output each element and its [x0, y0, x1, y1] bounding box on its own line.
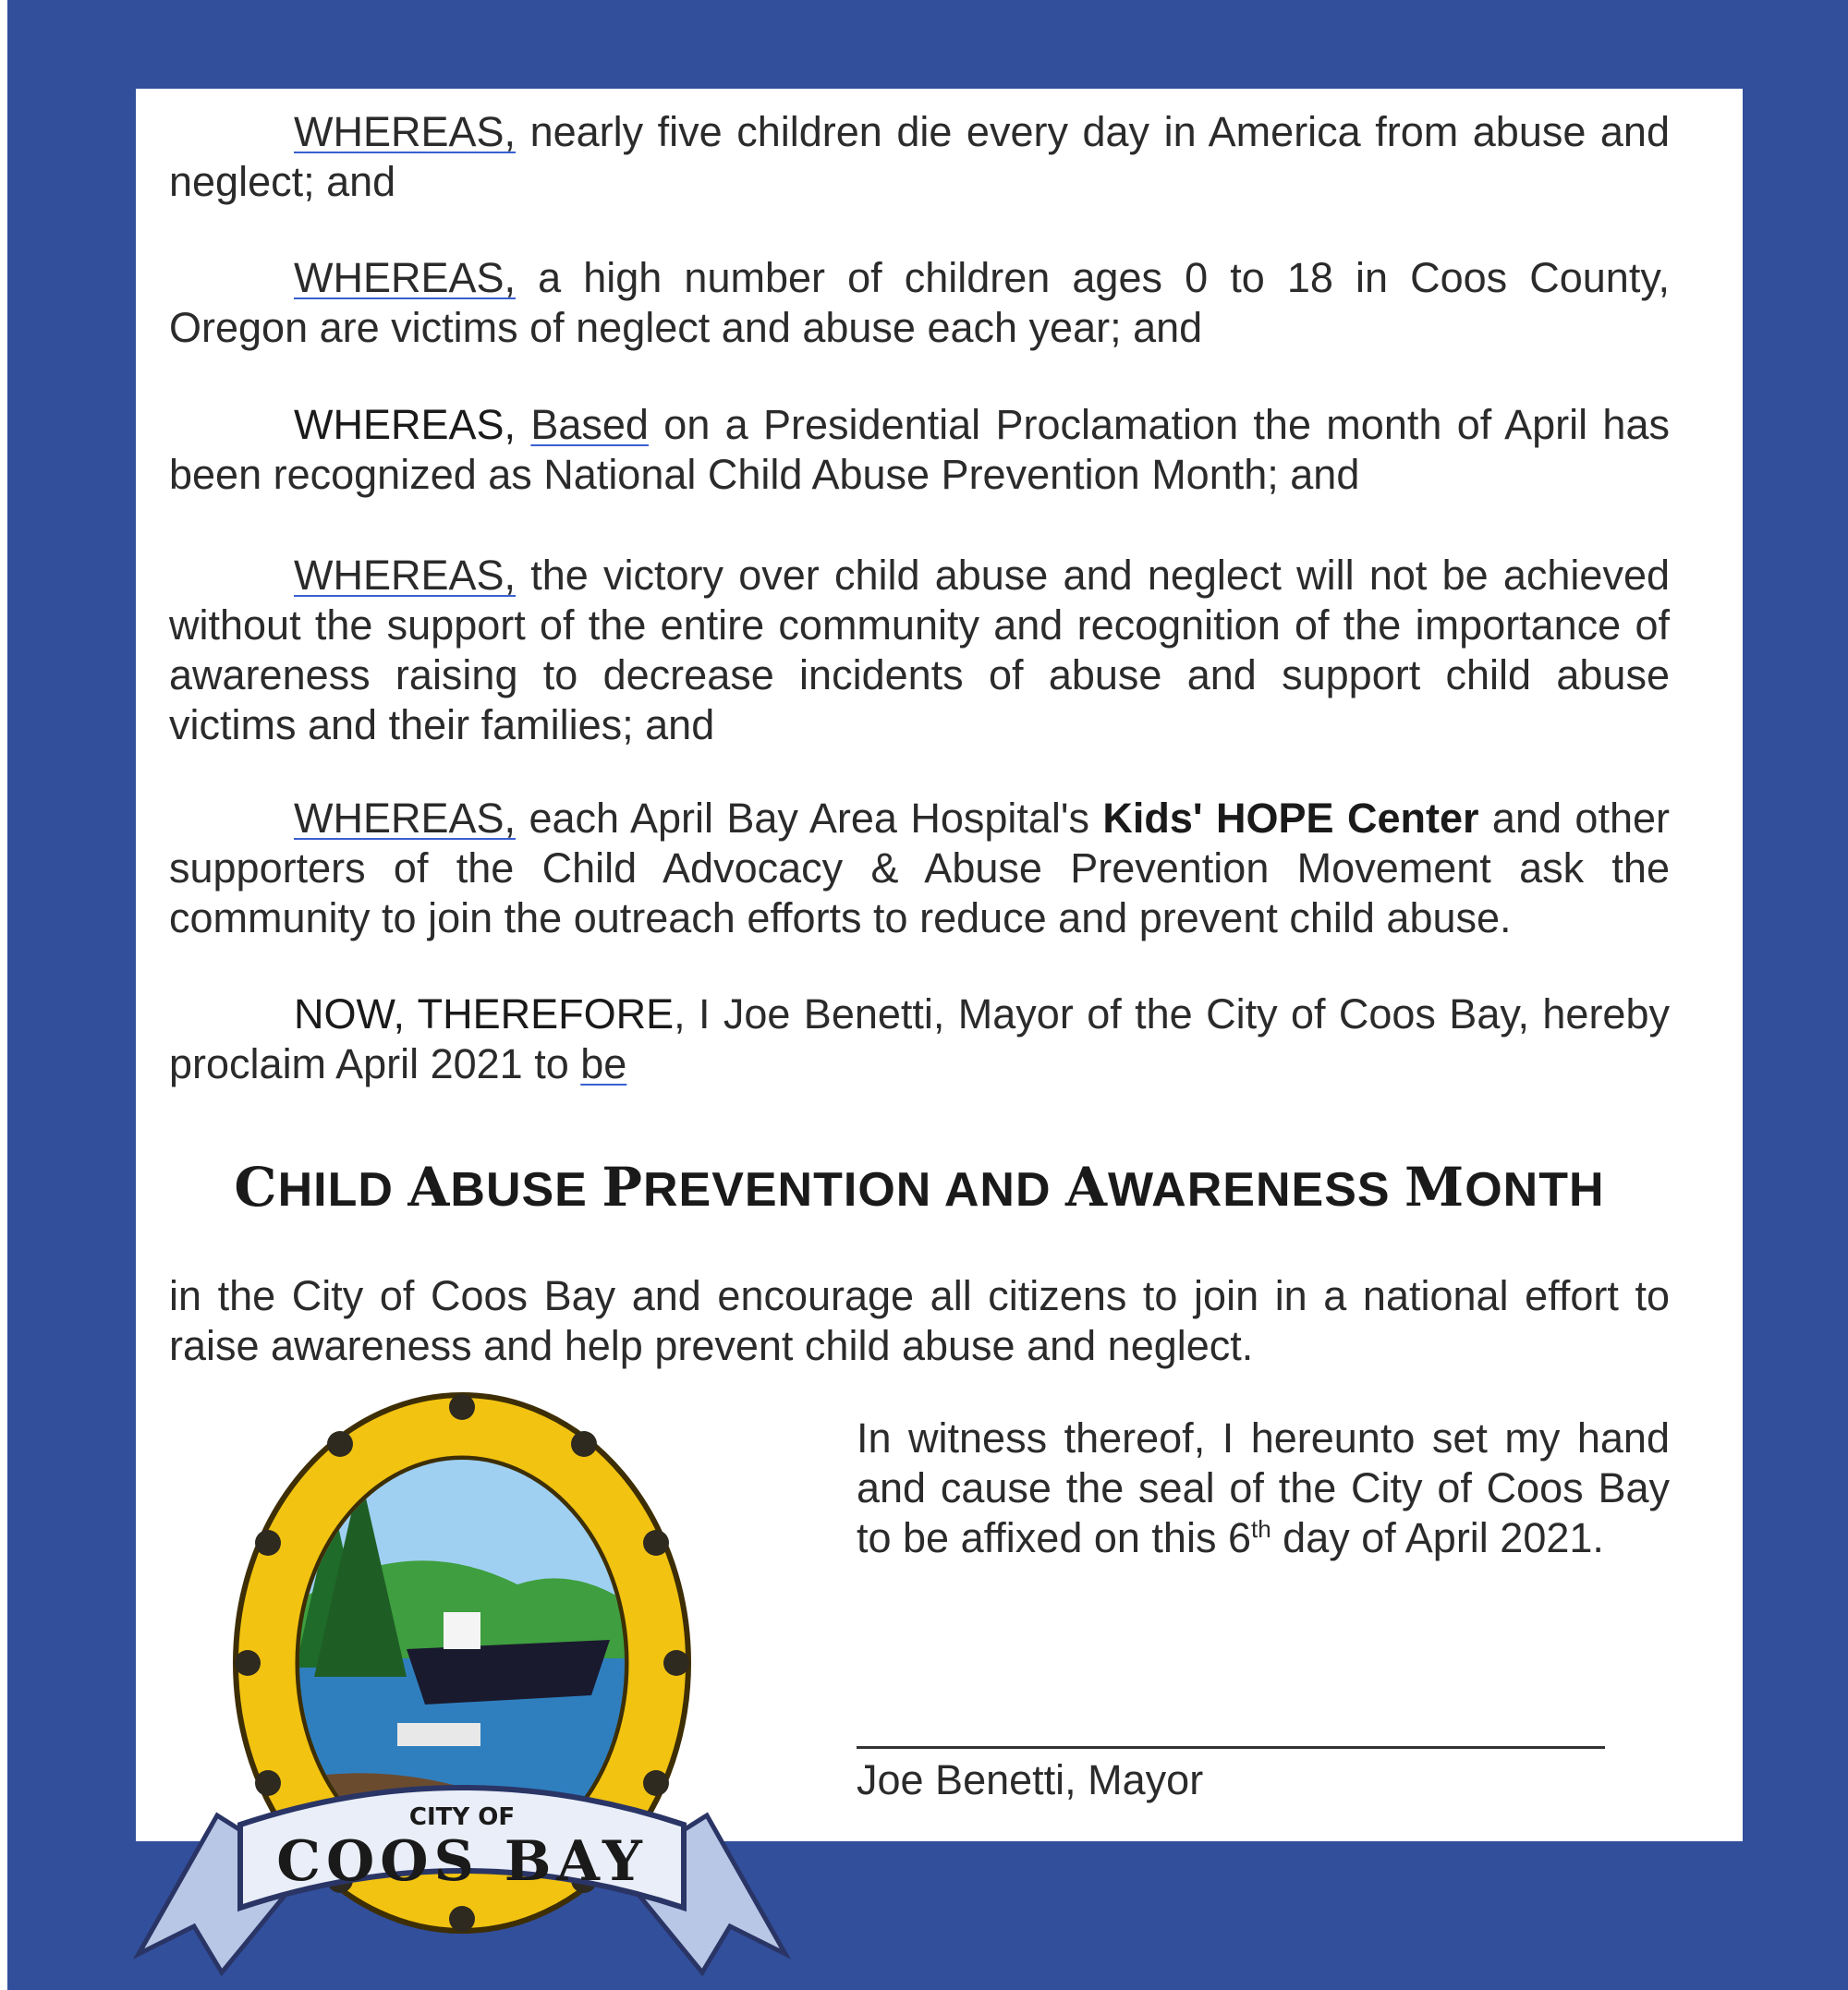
- witness-text-b: day of April 2021.: [1270, 1514, 1604, 1561]
- whereas-paragraph-3: [169, 400, 1670, 500]
- whereas-lead-2: WHEREAS,: [294, 254, 517, 301]
- paragraph-text-1: nearly five children die every day in America from abuse and neglect; and: [169, 108, 1670, 205]
- paragraph-text-5a: each April Bay Area Hospital's: [516, 795, 1103, 842]
- paragraph-text-3: on a Presidential Proclamation the month of April has been recognized as National Child Abuse Prevention Month; and: [169, 401, 1670, 498]
- whereas-paragraph-5: [169, 794, 1670, 943]
- paragraph-text-2: a high number of children ages 0 to 18 in Coos County, Oregon are victims of neglect and abuse each year; and: [169, 254, 1670, 351]
- closing-paragraph: in the City of Coos Bay and encourage all citizens to join in a national effort to raise awareness and help prevent child abuse and neglect.: [169, 1272, 1670, 1369]
- title-cap-a2: A: [1064, 1156, 1108, 1219]
- paragraph-text-4: the victory over child abuse and neglect will not be achieved without the support of the entire community and recognition of the importance of awareness raising to decrease incidents of abuse and support child abuse victims and their families; and: [169, 552, 1670, 748]
- now-lead: NOW,: [294, 990, 405, 1037]
- title-cap-m: M: [1404, 1156, 1465, 1219]
- kids-hope-center: Kids' HOPE Center: [1102, 795, 1479, 842]
- witness-statement: [857, 1414, 1670, 1563]
- whereas-paragraph-2: [169, 253, 1670, 353]
- seal-banner-main-text: COOS BAY: [276, 1829, 648, 1894]
- title-word-5: ONTH: [1465, 1163, 1605, 1217]
- left-edge-strip: [0, 0, 7, 1990]
- title-word-2: BUSE: [450, 1163, 588, 1217]
- city-seal-emblem: [129, 1390, 795, 1982]
- title-word-3: REVENTION AND: [642, 1163, 1052, 1217]
- title-word-4: WARENESS: [1107, 1163, 1391, 1217]
- witness-superscript: th: [1250, 1515, 1271, 1543]
- title-cap-a: A: [407, 1156, 451, 1219]
- proclamation-title: [169, 1156, 1670, 1219]
- whereas-paragraph-4: [169, 551, 1670, 750]
- whereas-lead-3: WHEREAS,: [294, 401, 517, 448]
- title-cap-c: C: [234, 1156, 278, 1219]
- signature-line: [857, 1746, 1605, 1749]
- title-cap-p: P: [602, 1156, 643, 1219]
- whereas-lead-4: WHEREAS,: [294, 552, 517, 599]
- underlined-word-be: be: [580, 1040, 627, 1087]
- whereas-paragraph-1: [169, 107, 1670, 207]
- paragraph-text-5b: and other supporters of the Child Advocacy & Abuse Prevention Movement ask the community to join the outreach efforts to reduce and prevent child abuse.: [169, 795, 1670, 941]
- signature-name: Joe Benetti, Mayor: [857, 1756, 1204, 1803]
- underlined-word-based: Based: [530, 401, 649, 448]
- whereas-lead-5: WHEREAS,: [294, 795, 517, 842]
- seal-banner-top-text: CITY OF: [408, 1803, 516, 1831]
- ship-hull: [407, 1640, 610, 1705]
- whereas-lead-1: WHEREAS,: [294, 108, 517, 155]
- paragraph-text-6: , I Joe Benetti, Mayor of the City of Coos Bay, hereby proclaim April 2021 to: [169, 990, 1670, 1087]
- now-therefore-paragraph: [169, 989, 1670, 1089]
- therefore-lead: THEREFORE: [417, 990, 675, 1037]
- witness-text-a: In witness thereof, I hereunto set my hand and cause the seal of the City of Coos Bay to be affixed on this 6: [857, 1414, 1670, 1561]
- title-word-1: HILD: [277, 1163, 394, 1217]
